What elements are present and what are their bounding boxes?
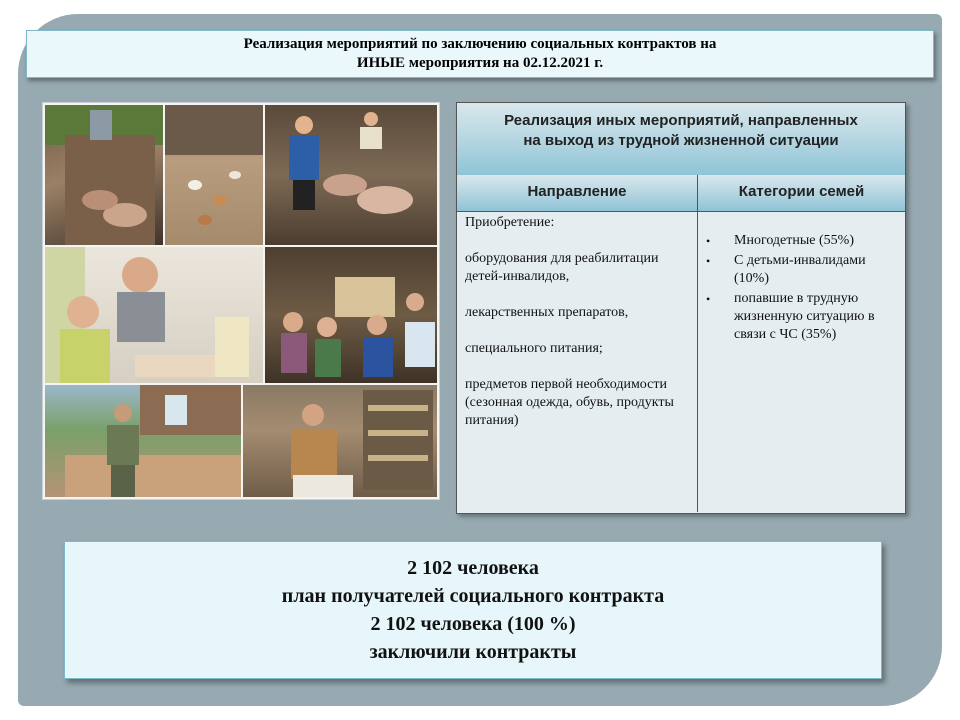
- photo-pigs-shed: [45, 105, 163, 245]
- photo-poultry-yard: [165, 105, 263, 245]
- photo-children-groceries: [265, 247, 437, 383]
- pigs-shed-drawing: [45, 105, 163, 245]
- boys-eggs-drawing: [45, 247, 263, 383]
- man-workshop-drawing: [243, 385, 437, 497]
- photo-boys-eggs: [45, 247, 263, 383]
- bullet-icon: •: [706, 254, 711, 268]
- direction-item: Приобретение:: [465, 215, 555, 230]
- bullet-icon: •: [706, 292, 711, 306]
- photo-man-workshop: [243, 385, 437, 497]
- category-item: [706, 252, 899, 288]
- categories-list: [698, 232, 905, 344]
- column-header-direction: Направление: [457, 175, 698, 212]
- title-line-1: Реализация мероприятий по заключению социальных контрактов на: [243, 36, 717, 52]
- category-text: Многодетные (55%): [734, 233, 854, 248]
- category-item: [706, 232, 899, 250]
- summary-box: [64, 541, 882, 679]
- photo-boys-pigs: [265, 105, 437, 245]
- boys-pigs-drawing: [265, 105, 437, 245]
- summary-line-4: заключили контракты: [369, 641, 577, 663]
- slide-title: [26, 30, 934, 78]
- category-item: [706, 290, 899, 344]
- photo-collage: [42, 102, 440, 500]
- photo-man-lumber: [45, 385, 241, 497]
- category-text: попавшие в трудную жизненную ситуацию в связи с ЧС (35%): [734, 291, 875, 342]
- measures-table: [456, 102, 906, 514]
- summary-line-1: 2 102 человека: [407, 557, 539, 579]
- poultry-yard-drawing: [165, 105, 263, 245]
- summary-line-3: 2 102 человека (100 %): [370, 613, 576, 635]
- column-header-categories: Категории семей: [698, 175, 905, 212]
- bullet-icon: •: [706, 234, 711, 248]
- direction-item: предметов первой необходимости (сезонная одежда, обувь, продукты питания): [465, 377, 674, 428]
- category-text: С детьми-инвалидами (10%): [734, 253, 866, 286]
- categories-cell: [698, 212, 905, 346]
- children-groceries-drawing: [265, 247, 437, 383]
- table-header: [457, 103, 905, 176]
- table-header-line-2: на выход из трудной жизненной ситуации: [523, 132, 839, 149]
- summary-line-2: план получателей социального контракта: [281, 585, 665, 607]
- direction-item: специального питания;: [465, 341, 603, 356]
- table-header-line-1: Реализация иных мероприятий, направленных: [504, 112, 858, 129]
- title-line-2: ИНЫЕ мероприятия на 02.12.2021 г.: [356, 55, 604, 71]
- direction-item: лекарственных препаратов,: [465, 305, 629, 320]
- direction-item: оборудования для реабилитации детей-инвалидов,: [465, 251, 659, 284]
- direction-cell: [457, 212, 698, 512]
- man-lumber-drawing: [45, 385, 241, 497]
